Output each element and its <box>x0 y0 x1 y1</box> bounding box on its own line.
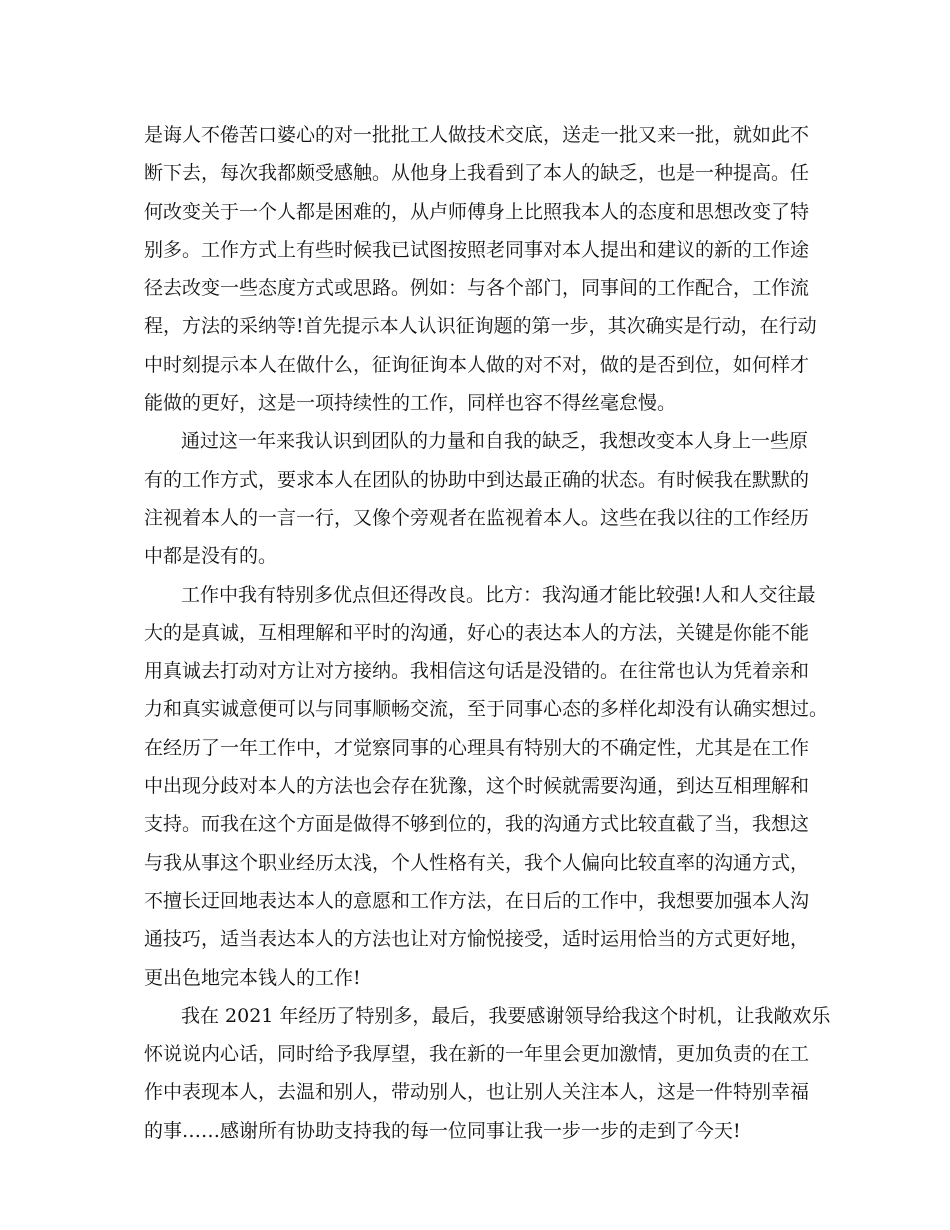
text-line: 有的工作方式，要求本人在团队的协助中到达最正确的状态。有时候我在默默的 <box>144 468 810 491</box>
text-line: 用真诚去打动对方让对方接纳。我相信这句话是没错的。在往常也认为凭着亲和 <box>144 660 810 683</box>
text-line: 我在 2021 年经历了特别多，最后，我要感谢领导给我这个时机，让我敞欢乐 <box>181 1004 831 1027</box>
text-line: 工作中我有特别多优点但还得改良。比方：我沟通才能比较强!人和人交往最 <box>181 583 816 606</box>
text-line: 更出色地完本钱人的工作! <box>144 966 361 989</box>
document-body <box>144 116 831 1150</box>
text-line: 通过这一年来我认识到团队的力量和自我的缺乏，我想改变本人身上一些原 <box>181 430 809 453</box>
text-line: 何改变关于一个人都是困难的，从卢师傅身上比照我本人的态度和思想改变了特 <box>144 200 810 223</box>
text-line: 中时刻提示本人在做什么，征询征询本人做的对不对，做的是否到位，如何样才 <box>144 353 810 376</box>
text-line: 怀说说内心话，同时给予我厚望，我在新的一年里会更加激情，更加负责的在工 <box>144 1043 810 1066</box>
text-line: 不擅长迂回地表达本人的意愿和工作方法，在日后的工作中，我想要加强本人沟 <box>144 889 810 912</box>
text-line: 注视着本人的一言一行，又像个旁观者在监视着本人。这些在我以往的工作经历 <box>144 506 810 529</box>
text-line: 程，方法的采纳等!首先提示本人认识征询题的第一步，其次确实是行动，在行动 <box>144 315 817 338</box>
text-line: 力和真实诚意便可以与同事顺畅交流，至于同事心态的多样化却没有认确实想过。 <box>144 698 829 721</box>
text-line: 能做的更好，这是一项持续性的工作，同样也容不得丝毫怠慢。 <box>144 392 677 415</box>
text-line: 支持。而我在这个方面是做得不够到位的，我的沟通方式比较直截了当，我想这 <box>144 813 810 836</box>
text-line: 通技巧，适当表达本人的方法也让对方愉悦接受，适时运用恰当的方式更好地， <box>144 928 810 951</box>
text-line: 与我从事这个职业经历太浅，个人性格有关，我个人偏向比较直率的沟通方式， <box>144 851 810 874</box>
text-line: 作中表现本人，去温和别人，带动别人，也让别人关注本人，这是一件特别幸福 <box>144 1081 810 1104</box>
text-line: 在经历了一年工作中，才觉察同事的心理具有特别大的不确定性，尤其是在工作 <box>144 736 810 759</box>
text-line: 是诲人不倦苦口婆心的对一批批工人做技术交底，送走一批又来一批，就如此不 <box>144 124 810 146</box>
text-line: 中都是没有的。 <box>144 545 278 568</box>
text-line: 大的是真诚，互相理解和平时的沟通，好心的表达本人的方法，关键是你能不能 <box>144 621 810 644</box>
text-line: 断下去，每次我都颇受感触。从他身上我看到了本人的缺乏，也是一种提高。任 <box>144 162 810 185</box>
text-line: 别多。工作方式上有些时候我已试图按照老同事对本人提出和建议的新的工作途 <box>144 238 810 261</box>
text-line: 中出现分歧对本人的方法也会存在犹豫，这个时候就需要沟通，到达互相理解和 <box>144 775 810 798</box>
text-line: 径去改变一些态度方式或思路。例如：与各个部门，同事间的工作配合，工作流 <box>144 277 810 300</box>
text-line: 的事……感谢所有协助支持我的每一位同事让我一步一步的走到了今天! <box>144 1119 741 1142</box>
